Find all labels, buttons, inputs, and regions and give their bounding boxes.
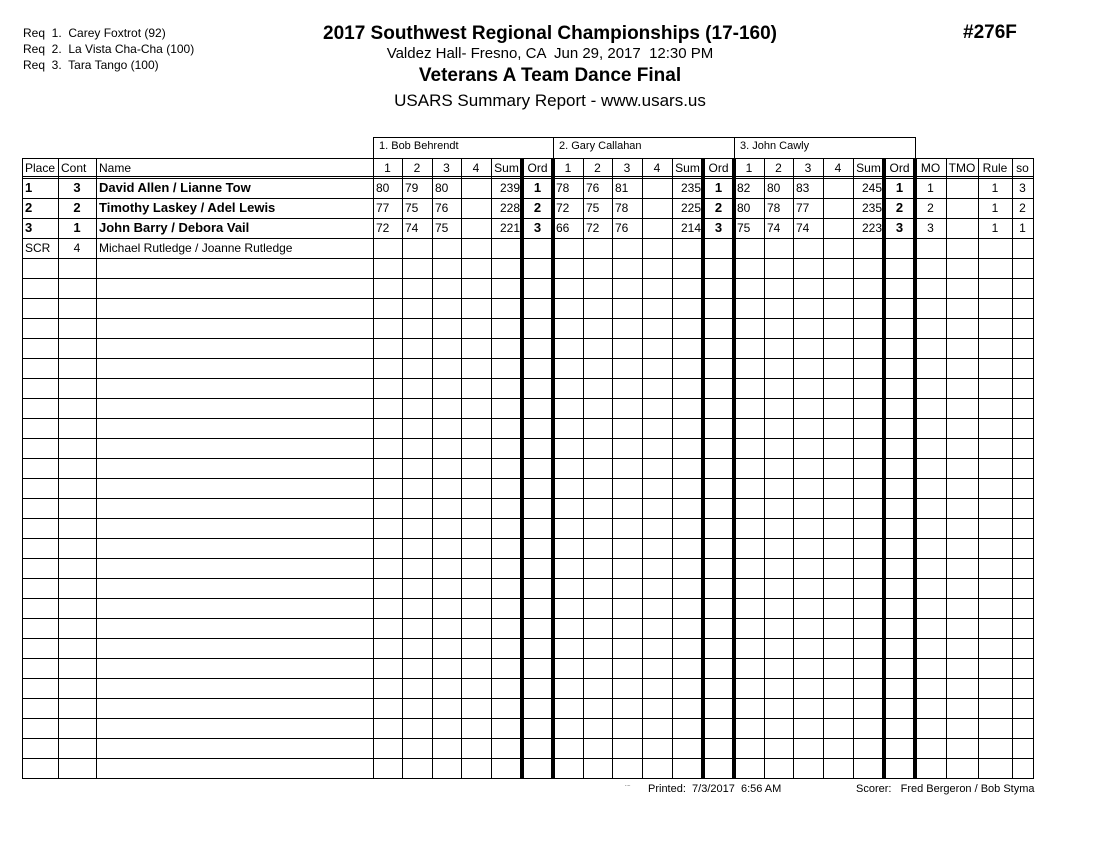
- judge3-score-s2-cell: 78: [767, 201, 781, 215]
- requirement-1: Req 1. Carey Foxtrot (92): [23, 26, 166, 40]
- judge1-score-s4-cell: [461, 219, 491, 238]
- team-name-cell: Michael Rutledge / Joanne Rutledge: [99, 241, 293, 255]
- col-header-judge2-s3: 3: [623, 161, 631, 175]
- rule-cell: 1: [991, 181, 999, 195]
- judge3-score-s2-cell: 80: [767, 181, 781, 195]
- judge1-score-s1-cell: [373, 239, 402, 258]
- col-header-so: so: [1016, 161, 1029, 175]
- judge1-score-s4-cell: [461, 179, 491, 198]
- requirement-3: Req 3. Tara Tango (100): [23, 58, 159, 72]
- col-header-judge1-s4: 4: [472, 161, 480, 175]
- judge1-score-s1-cell: 80: [376, 181, 390, 195]
- team-name-cell: Timothy Laskey / Adel Lewis: [99, 200, 276, 215]
- col-header-judge1-s1: 1: [384, 161, 391, 175]
- judge-header-1: 1. Bob Behrendt: [373, 137, 554, 158]
- column-divider: [96, 158, 97, 779]
- column-divider: [520, 158, 524, 779]
- rule-cell: [978, 239, 1012, 258]
- judge2-score-s3-cell: 81: [615, 181, 629, 195]
- col-header-judge2-s2: 2: [594, 161, 601, 175]
- judge1-ordinal-cell: 1: [533, 180, 542, 195]
- judge1-score-s3-cell: [432, 239, 461, 258]
- col-header-tmo: TMO: [948, 161, 976, 175]
- judge2-score-s4-cell: [642, 239, 672, 258]
- judge2-score-s3-cell: 76: [615, 221, 629, 235]
- judge2-sum-cell: [672, 239, 703, 258]
- column-divider: [58, 158, 59, 779]
- column-divider: [22, 158, 23, 779]
- judge1-sum-cell: 239: [499, 181, 520, 195]
- contestant-number-cell: 1: [73, 220, 81, 235]
- footer-mark: ....: [625, 782, 631, 788]
- judge1-score-s1-cell: 77: [376, 201, 390, 215]
- column-divider: [1012, 158, 1013, 779]
- judge3-score-s3-cell: [793, 239, 823, 258]
- judge1-score-s4-cell: [461, 239, 491, 258]
- venue-datetime: Valdez Hall- Fresno, CA Jun 29, 2017 12:30 PM: [386, 45, 714, 62]
- judge1-ordinal-cell: [522, 239, 553, 258]
- judge1-score-s3-cell: 80: [435, 181, 449, 195]
- column-divider: [978, 158, 979, 779]
- column-divider: [551, 158, 555, 779]
- judge1-score-s3-cell: 76: [435, 201, 449, 215]
- tmo-cell: [946, 199, 978, 218]
- column-divider: [461, 158, 462, 779]
- judge2-sum-cell: 214: [680, 221, 701, 235]
- column-divider: [642, 158, 643, 779]
- tmo-cell: [946, 219, 978, 238]
- judge2-ordinal-cell: [703, 239, 734, 258]
- col-header-place: Place: [25, 161, 56, 175]
- so-cell: 3: [1019, 181, 1026, 195]
- col-header-judge3-sum: Sum: [856, 161, 881, 175]
- scorer-names: Scorer: Fred Bergeron / Bob Styma: [856, 783, 1035, 795]
- judge3-score-s1-cell: 75: [737, 221, 751, 235]
- col-header-judge2-s4: 4: [653, 161, 661, 175]
- majority-ordinal-cell: 2: [927, 201, 934, 215]
- judge1-score-s2-cell: 75: [405, 201, 419, 215]
- judge1-score-s2-cell: [402, 239, 432, 258]
- judge2-ordinal-cell: 3: [714, 220, 723, 235]
- tmo-cell: [946, 179, 978, 198]
- so-cell: 2: [1019, 201, 1026, 215]
- place-cell: SCR: [25, 241, 51, 255]
- col-header-cont: Cont: [61, 161, 87, 175]
- judge3-sum-cell: 223: [861, 221, 882, 235]
- judge2-score-s1-cell: 72: [556, 201, 570, 215]
- judge3-sum-cell: 245: [861, 181, 882, 195]
- judge1-score-s3-cell: 75: [435, 221, 449, 235]
- so-cell: 1: [1019, 221, 1026, 235]
- printed-timestamp: Printed: 7/3/2017 6:56 AM: [648, 783, 782, 795]
- column-divider: [946, 158, 947, 779]
- judge1-ordinal-cell: 3: [533, 220, 542, 235]
- rule-cell: 1: [991, 201, 999, 215]
- judge2-score-s1-cell: 78: [556, 181, 570, 195]
- judge3-score-s1-cell: 80: [737, 201, 751, 215]
- majority-ordinal-cell: 1: [927, 181, 934, 195]
- judge3-score-s4-cell: [823, 179, 853, 198]
- judge2-sum-cell: 235: [680, 181, 701, 195]
- report-subtitle: USARS Summary Report - www.usars.us: [394, 91, 706, 110]
- judge2-score-s2-cell: 76: [586, 181, 600, 195]
- judge3-sum-cell: [853, 239, 884, 258]
- judge1-sum-cell: [491, 239, 522, 258]
- col-header-judge1-s3: 3: [443, 161, 450, 175]
- column-divider: [701, 158, 705, 779]
- judge3-ordinal-cell: 1: [895, 180, 904, 195]
- judge3-sum-cell: 235: [861, 201, 882, 215]
- judge2-ordinal-cell: 2: [714, 200, 723, 215]
- judge2-score-s2-cell: 72: [586, 221, 600, 235]
- column-divider: [373, 158, 374, 779]
- col-header-name: Name: [99, 161, 132, 175]
- column-divider: [823, 158, 824, 779]
- judge2-score-s1-cell: [553, 239, 583, 258]
- contestant-number-cell: 2: [73, 200, 81, 215]
- judge1-sum-cell: 221: [499, 221, 520, 235]
- rule-cell: 1: [991, 221, 999, 235]
- judge3-ordinal-cell: [884, 239, 915, 258]
- judge1-score-s2-cell: 79: [405, 181, 419, 195]
- contestant-number-cell: 4: [73, 241, 81, 255]
- judge3-score-s4-cell: [823, 239, 853, 258]
- column-divider: [793, 158, 794, 779]
- judge3-score-s1-cell: 82: [737, 181, 751, 195]
- place-cell: 3: [25, 220, 33, 235]
- place-cell: 1: [25, 180, 33, 195]
- judge2-ordinal-cell: 1: [714, 180, 723, 195]
- tmo-cell: [946, 239, 978, 258]
- col-header-judge3-s3: 3: [804, 161, 812, 175]
- col-header-judge3-s1: 1: [745, 161, 753, 175]
- judge3-score-s2-cell: 74: [767, 221, 781, 235]
- column-divider: [1033, 158, 1034, 779]
- event-title: Veterans A Team Dance Final: [418, 65, 682, 86]
- column-divider: [882, 158, 886, 779]
- judge2-score-s2-cell: [583, 239, 612, 258]
- judge-header-2: 2. Gary Callahan: [553, 137, 735, 158]
- column-divider: [432, 158, 433, 779]
- judge3-score-s4-cell: [823, 199, 853, 218]
- so-cell: [1012, 239, 1033, 258]
- judge2-score-s4-cell: [642, 179, 672, 198]
- judge3-score-s1-cell: [734, 239, 764, 258]
- place-cell: 2: [25, 200, 33, 215]
- judge1-score-s4-cell: [461, 199, 491, 218]
- judge3-score-s3-cell: 83: [796, 181, 810, 195]
- judge1-ordinal-cell: 2: [533, 200, 542, 215]
- col-header-judge3-s2: 2: [775, 161, 782, 175]
- team-name-cell: David Allen / Lianne Tow: [99, 180, 251, 195]
- event-number: #276F: [963, 22, 1017, 43]
- column-divider: [913, 158, 917, 779]
- column-divider: [732, 158, 736, 779]
- column-divider: [853, 158, 854, 779]
- col-header-rule: Rule: [982, 161, 1008, 175]
- col-header-judge1-s2: 2: [413, 161, 421, 175]
- col-header-judge3-s4: 4: [834, 161, 842, 175]
- judge2-score-s3-cell: 78: [615, 201, 629, 215]
- column-divider: [583, 158, 584, 779]
- judge-header-3: 3. John Cawly: [734, 137, 916, 158]
- column-divider: [764, 158, 765, 779]
- judge2-sum-cell: 225: [680, 201, 701, 215]
- judge3-score-s3-cell: 77: [796, 201, 810, 215]
- col-header-judge2-s1: 1: [564, 161, 572, 175]
- col-header-judge1-sum: Sum: [494, 161, 519, 175]
- column-divider: [672, 158, 673, 779]
- judge3-score-s3-cell: 74: [796, 221, 810, 235]
- judge2-score-s4-cell: [642, 199, 672, 218]
- majority-ordinal-cell: 3: [927, 221, 934, 235]
- judge1-score-s1-cell: 72: [376, 221, 390, 235]
- judge3-ordinal-cell: 3: [895, 220, 904, 235]
- requirement-2: Req 2. La Vista Cha-Cha (100): [23, 42, 195, 56]
- judge3-score-s4-cell: [823, 219, 853, 238]
- judge2-score-s4-cell: [642, 219, 672, 238]
- col-header-judge2-ord: Ord: [708, 161, 729, 175]
- column-divider: [612, 158, 613, 779]
- judge2-score-s2-cell: 75: [586, 201, 600, 215]
- judge1-score-s2-cell: 74: [405, 221, 419, 235]
- contestant-number-cell: 3: [73, 180, 81, 195]
- col-header-judge2-sum: Sum: [675, 161, 700, 175]
- judge2-score-s1-cell: 66: [556, 221, 570, 235]
- judge3-ordinal-cell: 2: [895, 200, 904, 215]
- championship-title: 2017 Southwest Regional Championships (17-160): [323, 23, 777, 44]
- team-name-cell: John Barry / Debora Vail: [99, 220, 250, 235]
- majority-ordinal-cell: [915, 239, 946, 258]
- column-divider: [402, 158, 403, 779]
- judge2-score-s3-cell: [612, 239, 642, 258]
- judge3-score-s2-cell: [764, 239, 793, 258]
- col-header-judge1-ord: Ord: [527, 161, 548, 175]
- col-header-mo: MO: [920, 161, 941, 175]
- column-divider: [491, 158, 492, 779]
- judge1-sum-cell: 228: [499, 201, 520, 215]
- col-header-judge3-ord: Ord: [889, 161, 910, 175]
